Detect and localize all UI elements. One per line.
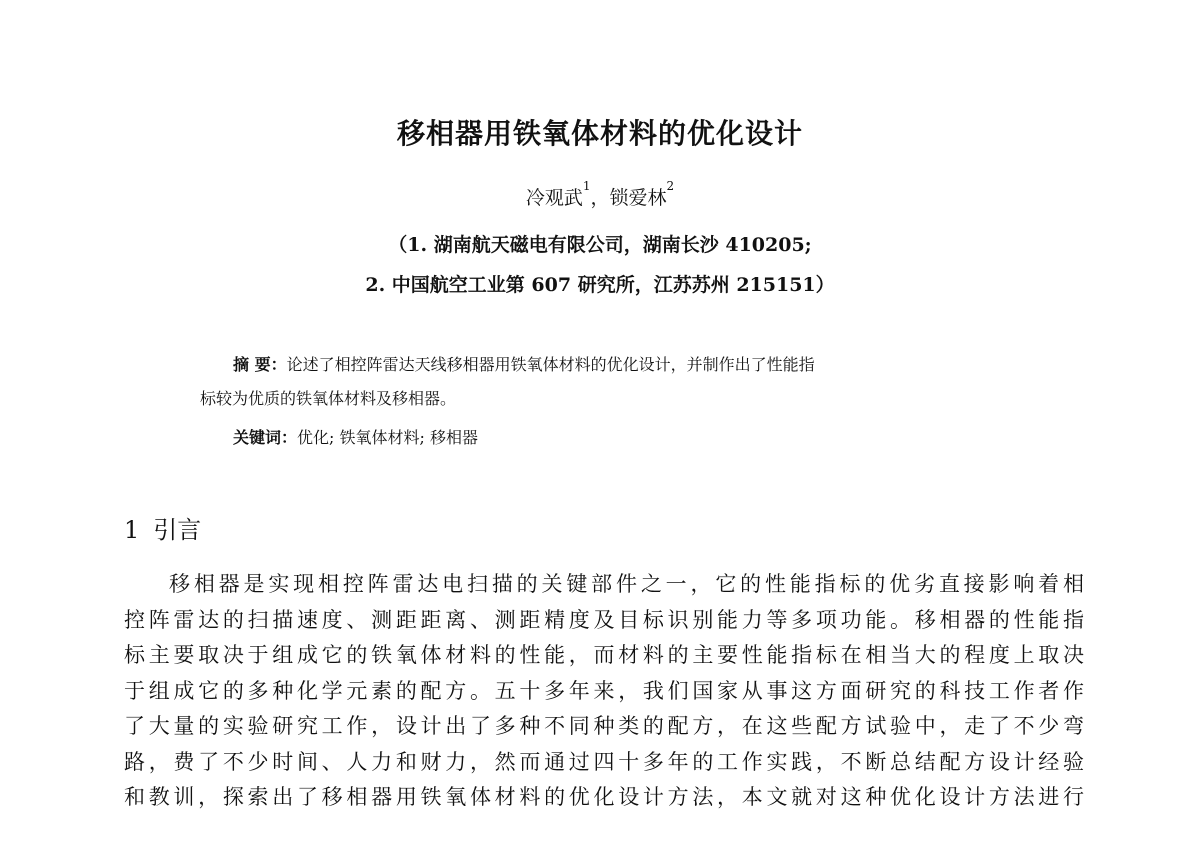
author-separator: ， bbox=[590, 187, 610, 209]
section-number: 1 bbox=[124, 516, 140, 544]
section-body bbox=[124, 567, 1084, 816]
body-line: 路，费了不少时间、人力和财力，然而通过四十多年的工作实践，不断总结配方设计经验 bbox=[124, 749, 1084, 774]
abstract-label: 摘 要： bbox=[233, 355, 287, 374]
keywords-label: 关键词： bbox=[233, 428, 298, 447]
body-line: 移相器是实现相控阵雷达电扫描的关键部件之一，它的性能指标的优劣直接影响着相 bbox=[169, 572, 1084, 596]
affiliation-marker: 1 bbox=[582, 179, 591, 193]
section-heading bbox=[124, 510, 201, 545]
paper-title: 移相器用铁氧体材料的优化设计 bbox=[396, 117, 803, 150]
affiliation-line: 2. 中国航空工业第 607 研究所，江苏苏州 215151） bbox=[365, 274, 835, 296]
section-title: 引言 bbox=[153, 516, 202, 544]
body-line: 标主要取决于组成它的铁氧体材料的性能，而材料的主要性能指标在相当大的程度上取决 bbox=[124, 643, 1084, 667]
abstract-line bbox=[200, 348, 1040, 382]
affiliation-line: （1. 湖南航天磁电有限公司，湖南长沙 410205; bbox=[388, 234, 812, 256]
keywords bbox=[233, 425, 478, 448]
author-name: 冷观武 bbox=[525, 187, 583, 209]
author-list bbox=[0, 179, 1200, 210]
keywords-text: 优化; 铁氧体材料; 移相器 bbox=[297, 428, 478, 447]
affiliation-marker: 2 bbox=[666, 179, 675, 193]
body-line: 控阵雷达的扫描速度、测距距离、测距精度及目标识别能力等多项功能。移相器的性能指 bbox=[124, 607, 1084, 632]
body-line: 于组成它的多种化学元素的配方。五十多年来，我们国家从事这方面研究的科技工作者作 bbox=[124, 678, 1084, 703]
abstract bbox=[200, 348, 1040, 416]
abstract-line: 标较为优质的铁氧体材料及移相器。 bbox=[200, 389, 457, 408]
author-name: 锁爱林 bbox=[609, 187, 667, 209]
abstract-text: 论述了相控阵雷达天线移相器用铁氧体材料的优化设计，并制作出了性能指 bbox=[286, 355, 815, 374]
body-line: 和教训，探索出了移相器用铁氧体材料的优化设计方法，本文就对这种优化设计方法进行 bbox=[124, 785, 1084, 809]
body-line: 了大量的实验研究工作，设计出了多种不同种类的配方，在这些配方试验中，走了不少弯 bbox=[124, 714, 1084, 738]
